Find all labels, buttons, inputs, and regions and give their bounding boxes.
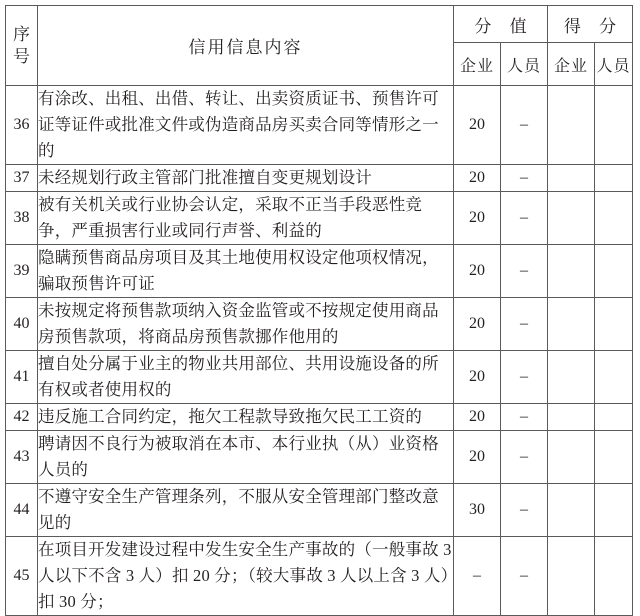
row-value-personnel: – [501, 245, 548, 298]
header-earned-enterprise: 企业 [548, 43, 595, 86]
table-row [6, 298, 633, 351]
row-earned-personnel [595, 404, 633, 431]
row-earned-enterprise [548, 484, 595, 537]
row-credit-information-content: 聘请因不良行为被取消在本市、本行业执（从）业资格人员的 [38, 431, 454, 484]
row-credit-information-content: 未按规定将预售款项纳入资金监管或不按规定使用商品房预售款项，将商品房预售款挪作他用的 [38, 298, 454, 351]
row-value-personnel: – [501, 431, 548, 484]
row-value-enterprise: 20 [454, 86, 501, 165]
row-earned-enterprise [548, 298, 595, 351]
header-value-personnel: 人员 [501, 43, 548, 86]
header-earned-personnel: 人员 [595, 43, 633, 86]
row-value-enterprise: 20 [454, 404, 501, 431]
table-row [6, 245, 633, 298]
row-value-personnel: – [501, 351, 548, 404]
row-value-enterprise: 20 [454, 192, 501, 245]
row-earned-personnel [595, 298, 633, 351]
row-credit-information-content: 违反施工合同约定，拖欠工程款导致拖欠民工工资的 [38, 404, 454, 431]
header-sequence-char-2: 号 [13, 46, 30, 66]
row-credit-information-content: 隐瞒预售商品房项目及其土地使用权设定他项权情况，骗取预售许可证 [38, 245, 454, 298]
row-sequence-number: 37 [6, 165, 38, 192]
row-value-personnel: – [501, 298, 548, 351]
row-value-enterprise: 20 [454, 431, 501, 484]
row-earned-personnel [595, 192, 633, 245]
row-sequence-number: 43 [6, 431, 38, 484]
table-row [6, 484, 633, 537]
row-sequence-number: 41 [6, 351, 38, 404]
header-group-earned-score: 得 分 [548, 6, 633, 43]
header-sequence-number [6, 6, 38, 86]
row-earned-personnel [595, 165, 633, 192]
table-body [6, 86, 633, 616]
row-earned-enterprise [548, 431, 595, 484]
row-value-enterprise: 30 [454, 484, 501, 537]
row-sequence-number: 39 [6, 245, 38, 298]
row-earned-personnel [595, 86, 633, 165]
row-earned-personnel [595, 351, 633, 404]
row-credit-information-content: 擅自处分属于业主的物业共用部位、共用设施设备的所有权或者使用权的 [38, 351, 454, 404]
row-earned-enterprise [548, 86, 595, 165]
row-earned-enterprise [548, 404, 595, 431]
row-earned-personnel [595, 484, 633, 537]
header-credit-information-content: 信用信息内容 [38, 6, 454, 86]
row-earned-enterprise [548, 165, 595, 192]
table-header [6, 6, 633, 86]
row-sequence-number: 36 [6, 86, 38, 165]
row-sequence-number: 40 [6, 298, 38, 351]
row-value-enterprise: 20 [454, 165, 501, 192]
header-row-primary [6, 6, 633, 43]
table-row [6, 86, 633, 165]
table-row [6, 192, 633, 245]
row-sequence-number: 45 [6, 537, 38, 616]
row-value-personnel: – [501, 86, 548, 165]
table-row [6, 165, 633, 192]
row-earned-enterprise [548, 245, 595, 298]
row-sequence-number: 44 [6, 484, 38, 537]
table-row [6, 404, 633, 431]
row-value-personnel: – [501, 404, 548, 431]
row-earned-personnel [595, 431, 633, 484]
row-value-personnel: – [501, 484, 548, 537]
row-earned-enterprise [548, 537, 595, 616]
header-sequence-char-1: 序 [13, 24, 30, 44]
row-value-personnel: – [501, 537, 548, 616]
row-sequence-number: 38 [6, 192, 38, 245]
row-credit-information-content: 在项目开发建设过程中发生安全生产事故的（一般事故 3 人以下不含 3 人）扣 20 分；（较大事故 3 人以上含 3 人）扣 30 分； [38, 537, 454, 616]
row-sequence-number: 42 [6, 404, 38, 431]
header-group-score-value: 分 值 [454, 6, 548, 43]
credit-information-score-table [5, 5, 633, 616]
row-value-personnel: – [501, 165, 548, 192]
row-credit-information-content: 被有关机关或行业协会认定，采取不正当手段恶性竞争，严重损害行业或同行声誉、利益的 [38, 192, 454, 245]
header-value-enterprise: 企业 [454, 43, 501, 86]
table-row [6, 351, 633, 404]
table-row [6, 431, 633, 484]
row-value-enterprise: 20 [454, 245, 501, 298]
row-value-personnel: – [501, 192, 548, 245]
row-credit-information-content: 未经规划行政主管部门批准擅自变更规划设计 [38, 165, 454, 192]
row-value-enterprise: – [454, 537, 501, 616]
row-value-enterprise: 20 [454, 298, 501, 351]
row-earned-personnel [595, 245, 633, 298]
row-credit-information-content: 有涂改、出租、出借、转让、出卖资质证书、预售许可证等证件或批准文件或伪造商品房买卖合同等情形之一的 [38, 86, 454, 165]
table-row [6, 537, 633, 616]
row-earned-enterprise [548, 192, 595, 245]
row-credit-information-content: 不遵守安全生产管理条列，不服从安全管理部门整改意见的 [38, 484, 454, 537]
row-earned-personnel [595, 537, 633, 616]
row-value-enterprise: 20 [454, 351, 501, 404]
row-earned-enterprise [548, 351, 595, 404]
